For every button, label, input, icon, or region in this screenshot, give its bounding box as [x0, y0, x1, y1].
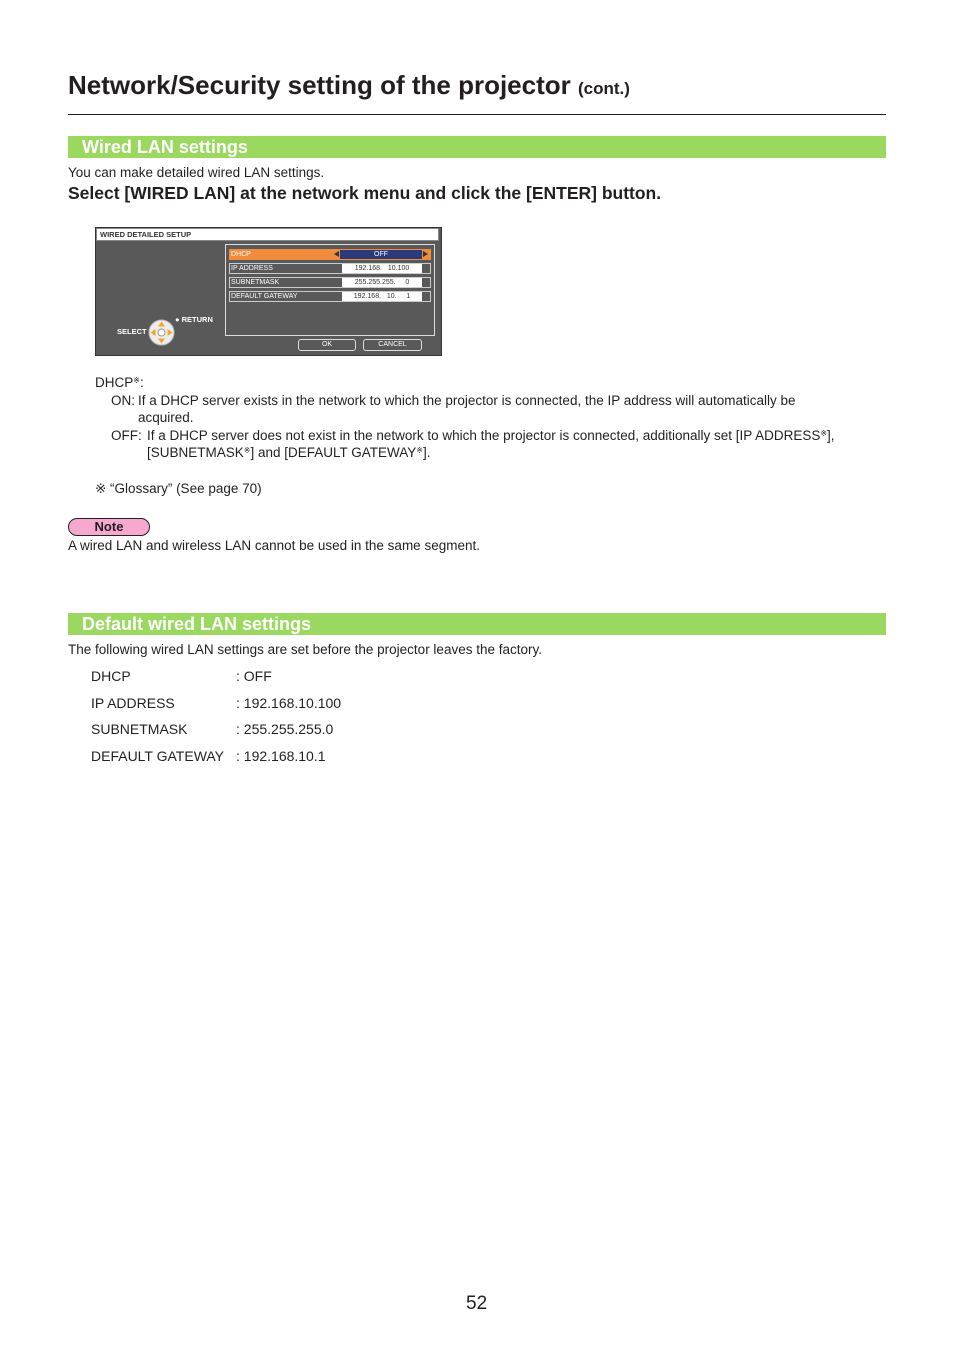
default-label: SUBNETMASK [91, 721, 188, 738]
glossary-mark-icon: ※ [416, 446, 423, 455]
osd-return-hint [175, 315, 213, 324]
section-header-defaults [68, 613, 886, 635]
default-value: : 192.168.10.100 [236, 694, 342, 711]
wired-intro: You can make detailed wired LAN settings. [68, 165, 325, 180]
osd-screen [95, 227, 442, 356]
default-label: IP ADDRESS [91, 694, 175, 711]
page-title-suffix: (cont.) [577, 79, 630, 98]
osd-row-value: OFF [340, 250, 422, 259]
osd-row-value: 192.168. 10.100 [342, 264, 422, 273]
osd-row-dhcp[interactable] [229, 249, 431, 260]
glossary-mark-icon: ※ [820, 429, 828, 438]
note-badge: Note [68, 518, 150, 536]
dhcp-off-gateway: ] and [DEFAULT GATEWAY [250, 445, 417, 460]
osd-row-value: 192.168. 10. 1 [342, 292, 422, 301]
default-label: DHCP [91, 668, 131, 685]
section-heading-wired: Wired LAN settings [82, 137, 248, 157]
dhcp-term [95, 375, 144, 390]
osd-row-ip-address[interactable] [229, 263, 431, 274]
dhcp-off-end: ]. [422, 445, 431, 460]
default-label: DEFAULT GATEWAY [91, 747, 225, 764]
osd-row-label: DEFAULT GATEWAY [231, 293, 298, 300]
osd-row-default-gateway[interactable] [229, 291, 431, 302]
osd-return-label: RETURN [181, 315, 213, 324]
section-header-wired [68, 136, 886, 158]
osd-title: WIRED DETAILED SETUP [100, 230, 192, 239]
default-value: : OFF [236, 668, 272, 685]
title-divider [68, 114, 886, 115]
osd-cancel-button[interactable]: CANCEL [363, 339, 422, 351]
glossary-mark-icon: ※ [243, 446, 251, 455]
osd-row-label: SUBNETMASK [231, 279, 280, 286]
osd-row-value: 255.255.255. 0 [342, 278, 422, 287]
dhcp-off-subnet: [SUBNETMASK [147, 445, 244, 460]
default-value: : 255.255.255.0 [236, 721, 334, 738]
dhcp-off-text-end: ], [827, 428, 835, 443]
default-value: : 192.168.10.1 [236, 747, 326, 764]
page-title [68, 70, 630, 101]
osd-select-label: SELECT [117, 327, 147, 336]
defaults-intro: The following wired LAN settings are set before the projector leaves the factory. [68, 642, 542, 657]
table-row [91, 743, 341, 770]
osd-row-subnetmask[interactable] [229, 277, 431, 288]
note-text: A wired LAN and wireless LAN cannot be used in the same segment. [68, 538, 480, 553]
osd-row-label: DHCP [231, 251, 251, 258]
dhcp-term-text: DHCP [95, 375, 134, 390]
osd-settings-panel [225, 244, 435, 336]
section-heading-defaults: Default wired LAN settings [82, 614, 312, 634]
osd-ok-button[interactable]: OK [298, 339, 356, 351]
dhcp-off-text: If a DHCP server does not exist in the network to which the projector is connected, additionally set [IP ADDRESS [147, 428, 821, 443]
osd-title-bar [96, 228, 439, 241]
table-row [91, 716, 341, 743]
right-arrow-icon [423, 251, 428, 257]
table-row [91, 690, 341, 717]
dhcp-off-text-line2 [147, 445, 431, 460]
bullet-icon: ● [175, 315, 180, 324]
dhcp-on-label: ON: [111, 393, 136, 408]
dhcp-off-label: OFF: [111, 428, 142, 443]
page-title-text: Network/Security setting of the projector [68, 70, 571, 100]
dhcp-on-text-line2: acquired. [138, 410, 194, 425]
dhcp-term-colon: : [139, 375, 144, 390]
table-row [91, 663, 341, 690]
dhcp-off-text-line1 [147, 428, 835, 443]
defaults-table [91, 663, 341, 769]
page-number: 52 [466, 1293, 488, 1314]
glossary-mark-icon: ※ [133, 376, 140, 385]
wired-instruction: Select [WIRED LAN] at the network menu and click the [ENTER] button. [68, 183, 662, 203]
dhcp-on-text-line1: If a DHCP server exists in the network to which the projector is connected, the IP address will automatically be [138, 393, 796, 408]
osd-row-label: IP ADDRESS [231, 265, 273, 272]
glossary-reference: ※ “Glossary” (See page 70) [95, 481, 262, 496]
left-arrow-icon [334, 251, 339, 257]
directional-pad-icon [148, 319, 175, 346]
